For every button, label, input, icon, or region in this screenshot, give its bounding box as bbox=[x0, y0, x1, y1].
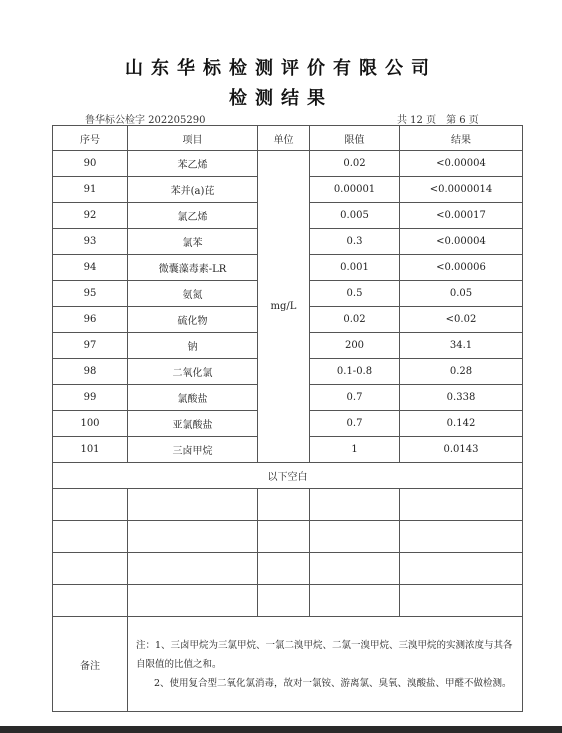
row-result: <0.00004 bbox=[400, 229, 523, 255]
empty-cell bbox=[258, 521, 310, 553]
empty-cell bbox=[128, 553, 258, 585]
row-item: 氯苯 bbox=[128, 229, 258, 255]
remarks-content bbox=[128, 617, 523, 712]
row-limit: 0.001 bbox=[310, 255, 400, 281]
empty-row bbox=[53, 585, 523, 617]
row-limit: 200 bbox=[310, 333, 400, 359]
empty-cell bbox=[400, 553, 523, 585]
row-limit: 0.02 bbox=[310, 151, 400, 177]
row-result: <0.0000014 bbox=[400, 177, 523, 203]
table-row bbox=[53, 151, 523, 177]
row-no: 99 bbox=[53, 385, 128, 411]
report-number: 鲁华标公检字 202205290 bbox=[85, 115, 206, 126]
empty-cell bbox=[310, 585, 400, 617]
row-result: 34.1 bbox=[400, 333, 523, 359]
remark-2: 2、使用复合型二氧化氯消毒，故对一氯铵、游离氯、臭氧、溴酸盐、甲醛不做检测。 bbox=[154, 677, 512, 689]
row-no: 98 bbox=[53, 359, 128, 385]
row-limit: 0.5 bbox=[310, 281, 400, 307]
row-no: 94 bbox=[53, 255, 128, 281]
empty-cell bbox=[53, 521, 128, 553]
empty-cell bbox=[310, 553, 400, 585]
row-result: 0.142 bbox=[400, 411, 523, 437]
scan-bottom-edge bbox=[0, 726, 562, 733]
empty-cell bbox=[128, 521, 258, 553]
empty-cell bbox=[258, 553, 310, 585]
column-header-limit: 限值 bbox=[310, 126, 400, 151]
empty-cell bbox=[128, 489, 258, 521]
row-item: 硫化物 bbox=[128, 307, 258, 333]
row-limit: 0.02 bbox=[310, 307, 400, 333]
column-header-unit: 单位 bbox=[258, 126, 310, 151]
row-limit: 1 bbox=[310, 437, 400, 463]
column-header-no: 序号 bbox=[53, 126, 128, 151]
row-no: 93 bbox=[53, 229, 128, 255]
results-table bbox=[52, 125, 523, 712]
row-result: <0.00006 bbox=[400, 255, 523, 281]
row-no: 92 bbox=[53, 203, 128, 229]
empty-cell bbox=[53, 553, 128, 585]
empty-cell bbox=[53, 585, 128, 617]
row-no: 90 bbox=[53, 151, 128, 177]
row-result: <0.00004 bbox=[400, 151, 523, 177]
blank-note-row bbox=[53, 463, 523, 489]
empty-cell bbox=[310, 521, 400, 553]
row-limit: 0.7 bbox=[310, 411, 400, 437]
row-limit: 0.7 bbox=[310, 385, 400, 411]
remarks-row bbox=[53, 617, 523, 712]
row-result: 0.05 bbox=[400, 281, 523, 307]
row-no: 95 bbox=[53, 281, 128, 307]
row-item: 氯乙烯 bbox=[128, 203, 258, 229]
document-title: 检测结果 bbox=[229, 88, 333, 109]
row-limit: 0.005 bbox=[310, 203, 400, 229]
row-result: 0.338 bbox=[400, 385, 523, 411]
row-no: 96 bbox=[53, 307, 128, 333]
company-name: 山东华标检测评价有限公司 bbox=[125, 58, 437, 79]
remark-1: 注：1、三卤甲烷为三氯甲烷、一氯二溴甲烷、二氯一溴甲烷、三溴甲烷的实测浓度与其各自限值的比值之和。 bbox=[136, 639, 513, 670]
column-header-result: 结果 bbox=[400, 126, 523, 151]
row-item: 苯乙烯 bbox=[128, 151, 258, 177]
row-result: 0.28 bbox=[400, 359, 523, 385]
row-item: 二氧化氯 bbox=[128, 359, 258, 385]
empty-cell bbox=[310, 489, 400, 521]
row-result: 0.0143 bbox=[400, 437, 523, 463]
empty-cell bbox=[400, 489, 523, 521]
row-item: 钠 bbox=[128, 333, 258, 359]
table-header-row bbox=[53, 126, 523, 151]
row-item: 微囊藻毒素-LR bbox=[128, 255, 258, 281]
row-limit: 0.1-0.8 bbox=[310, 359, 400, 385]
row-item: 氨氮 bbox=[128, 281, 258, 307]
empty-cell bbox=[400, 521, 523, 553]
empty-row bbox=[53, 553, 523, 585]
row-item: 亚氯酸盐 bbox=[128, 411, 258, 437]
empty-cell bbox=[128, 585, 258, 617]
row-item: 氯酸盐 bbox=[128, 385, 258, 411]
empty-cell bbox=[258, 489, 310, 521]
row-result: <0.02 bbox=[400, 307, 523, 333]
empty-row bbox=[53, 489, 523, 521]
empty-row bbox=[53, 521, 523, 553]
row-item: 三卤甲烷 bbox=[128, 437, 258, 463]
unit-cell: mg/L bbox=[258, 151, 310, 463]
row-no: 101 bbox=[53, 437, 128, 463]
row-result: <0.00017 bbox=[400, 203, 523, 229]
column-header-item: 项目 bbox=[128, 126, 258, 151]
row-no: 100 bbox=[53, 411, 128, 437]
empty-cell bbox=[53, 489, 128, 521]
blank-note: 以下空白 bbox=[53, 463, 523, 489]
row-limit: 0.3 bbox=[310, 229, 400, 255]
row-item: 苯并(a)芘 bbox=[128, 177, 258, 203]
empty-cell bbox=[258, 585, 310, 617]
row-limit: 0.00001 bbox=[310, 177, 400, 203]
empty-cell bbox=[400, 585, 523, 617]
remarks-label: 备注 bbox=[53, 617, 128, 712]
row-no: 91 bbox=[53, 177, 128, 203]
page-info: 共 12 页 第 6 页 bbox=[397, 115, 479, 126]
row-no: 97 bbox=[53, 333, 128, 359]
